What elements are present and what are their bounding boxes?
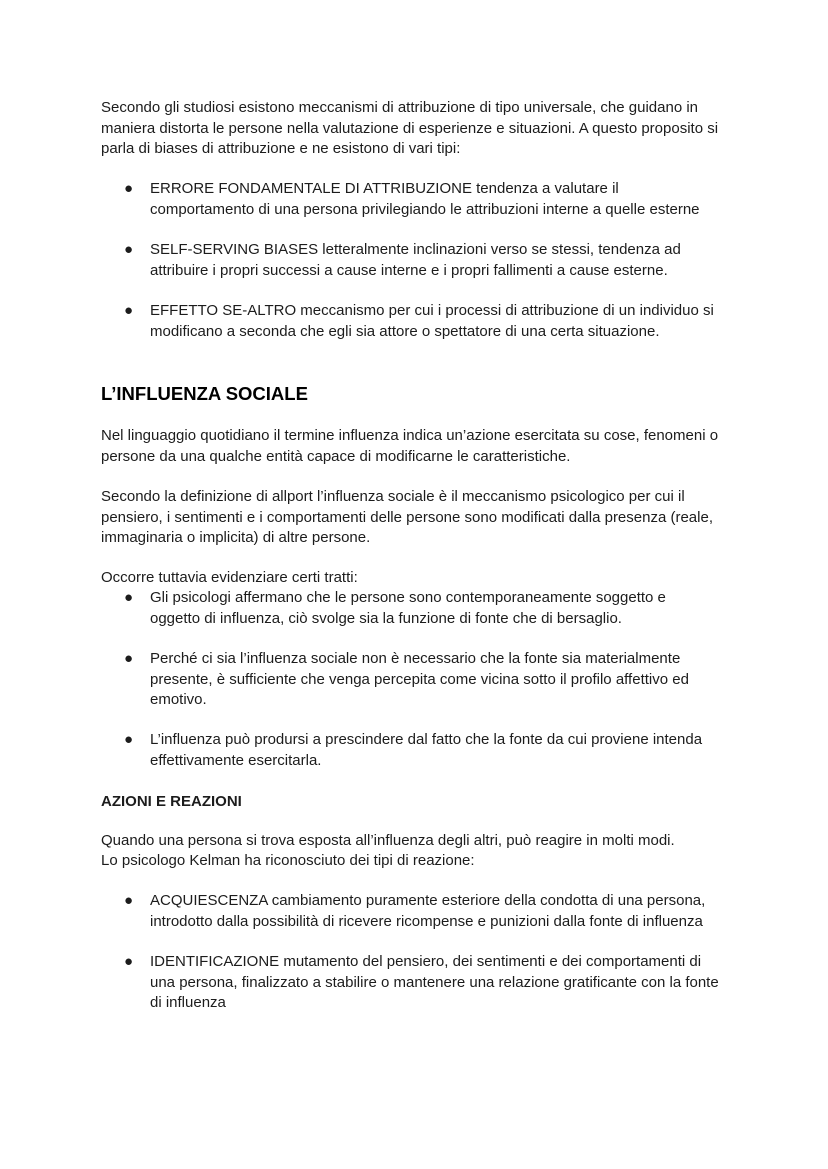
reaction-item-acquiescenza xyxy=(101,891,726,932)
section-heading-influenza-sociale: L’INFLUENZA SOCIALE xyxy=(101,383,308,404)
reaction-item-identificazione xyxy=(101,952,721,1014)
trait-text: L’influenza può prodursi a prescindere dal fatto che la fonte da cui proviene intenda effettivamente esercitarla. xyxy=(150,731,703,769)
reactions-intro-line-1: Quando una persona si trova esposta all’influenza degli altri, può reagire in molti modi. xyxy=(101,832,675,849)
trait-item-fonte-presente xyxy=(101,649,711,711)
bullet-icon: ● xyxy=(124,892,134,909)
bullet-icon: ● xyxy=(124,180,134,197)
trait-text: Perché ci sia l’influenza sociale non è necessario che la fonte sia materialmente presente, è sufficiente che venga percepita come vicina sotto il profilo affettivo ed emotivo. xyxy=(150,650,689,708)
bias-item-self-serving xyxy=(101,240,721,281)
trait-item-prescindere xyxy=(101,730,726,771)
reaction-text: ACQUIESCENZA cambiamento puramente esteriore della condotta di una persona, introdotto dalla possibilità di ricevere ricompense e punizioni dalla fonte di influenza xyxy=(150,892,706,930)
bullet-icon: ● xyxy=(124,589,134,606)
trait-item-soggetto-oggetto xyxy=(101,588,701,629)
bullet-icon: ● xyxy=(124,302,134,319)
reaction-text: IDENTIFICAZIONE mutamento del pensiero, dei sentimenti e dei comportamenti di una persona, finalizzato a stabilire o mantenere una relazione gratificante con la fonte di influenza xyxy=(150,953,719,1011)
influenza-definition-paragraph: Nel linguaggio quotidiano il termine influenza indica un’azione esercitata su cose, fenomeni o persone da una qualche entità capace di modificarne le caratteristiche. xyxy=(101,427,719,465)
bullet-icon: ● xyxy=(124,953,134,970)
bias-item-effetto-se-altro xyxy=(101,301,741,342)
intro-paragraph: Secondo gli studiosi esistono meccanismi di attribuzione di tipo universale, che guidano in maniera distorta le persone nella valutazione di esperienze e situazioni. A questo proposito si parla di biases di attribuzione e ne esistono di vari tipi: xyxy=(101,99,719,157)
bullet-icon: ● xyxy=(124,731,134,748)
bullet-icon: ● xyxy=(124,241,134,258)
bullet-icon: ● xyxy=(124,650,134,667)
subsection-heading-azioni-reazioni: AZIONI E REAZIONI xyxy=(101,793,242,810)
bias-text: EFFETTO SE-ALTRO meccanismo per cui i processi di attribuzione di un individuo si modificano a seconda che egli sia attore o spettatore di una certa situazione. xyxy=(150,302,714,340)
traits-intro: Occorre tuttavia evidenziare certi tratti: xyxy=(101,569,358,586)
reactions-intro-line-2: Lo psicologo Kelman ha riconosciuto dei tipi di reazione: xyxy=(101,852,475,869)
trait-text: Gli psicologi affermano che le persone sono contemporaneamente soggetto e oggetto di influenza, ciò svolge sia la funzione di fonte che di bersaglio. xyxy=(150,589,666,627)
allport-definition-paragraph: Secondo la definizione di allport l’influenza sociale è il meccanismo psicologico per cui il pensiero, i sentimenti e i comportamenti delle persone sono modificati dalla presenza (reale, immaginaria o implicita) di altre persone. xyxy=(101,488,713,546)
bias-text: SELF-SERVING BIASES letteralmente inclinazioni verso se stessi, tendenza ad attribuire i propri successi a cause interne e i propri fallimenti a cause esterne. xyxy=(150,241,681,279)
bias-text: ERRORE FONDAMENTALE DI ATTRIBUZIONE tendenza a valutare il comportamento di una persona privilegiando le attribuzioni interne a quelle esterne xyxy=(150,180,700,218)
bias-item-errore-fondamentale xyxy=(101,179,721,220)
